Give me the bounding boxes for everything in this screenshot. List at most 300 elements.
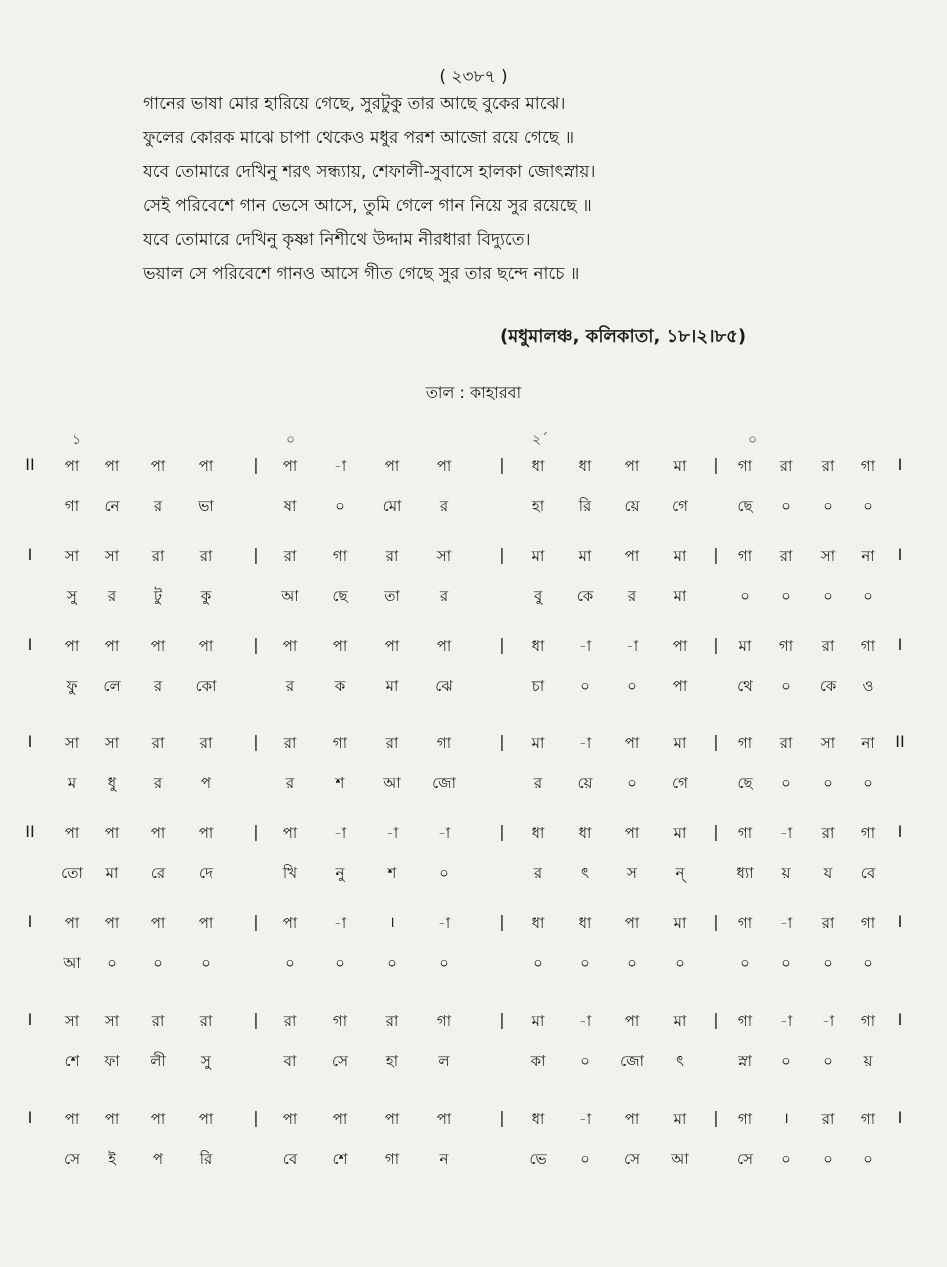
lyric-syllable: ০	[740, 587, 750, 605]
swara-note: সা	[436, 547, 452, 565]
swara-note: পা	[104, 914, 120, 932]
swara-note: পা	[624, 1110, 640, 1128]
swara-note: পা	[150, 914, 166, 932]
lyric-syllable: বু	[533, 587, 543, 605]
division-bar: |	[499, 912, 505, 931]
lyric-line: ফুলের কোরক মাঝে চাপা থেকেও মধুর পরশ আজো রয়ে গেছে ॥	[143, 128, 575, 148]
swara-note: পা	[624, 547, 640, 565]
lyric-line: ভয়াল সে পরিবেশে গানও আসে গীত গেছে সুর তার ছন্দে নাচে ॥	[143, 264, 580, 284]
stave-end-bar: I	[897, 1108, 903, 1127]
page-number: ( ২৩৮৭ )	[439, 67, 508, 87]
lyric-syllable: গা	[64, 497, 80, 515]
lyric-syllable: ০	[781, 677, 791, 695]
swara-note: পা	[384, 457, 400, 475]
lyric-syllable: থে	[737, 677, 753, 695]
swara-note: ধা	[531, 457, 545, 475]
swara-note: পা	[332, 637, 348, 655]
swara-note: পা	[64, 914, 80, 932]
swara-note: সা	[64, 1012, 80, 1030]
swara-note: সা	[104, 547, 120, 565]
swara-note: -া	[333, 824, 347, 842]
swara-note: রা	[151, 547, 165, 565]
swara-note: ধা	[531, 914, 545, 932]
lyric-syllable: ম	[67, 774, 77, 792]
lyric-syllable: সে	[64, 1150, 80, 1168]
lyric-syllable: ধু	[107, 774, 117, 792]
swara-note: গা	[737, 1012, 753, 1030]
lyric-syllable: ০	[781, 587, 791, 605]
lyric-syllable: ফা	[104, 1052, 120, 1070]
lyric-syllable: বা	[283, 1052, 297, 1070]
swara-note: পা	[198, 637, 214, 655]
lyric-syllable: ০	[740, 954, 750, 972]
lyric-syllable: ০	[675, 954, 685, 972]
swara-note: -া	[625, 637, 639, 655]
swara-note: গা	[436, 734, 452, 752]
swara-note: গা	[332, 1012, 348, 1030]
lyric-syllable: ০	[863, 497, 873, 515]
stave-end-bar: I	[897, 912, 903, 931]
swara-note: রা	[199, 734, 213, 752]
swara-note: সা	[64, 734, 80, 752]
swara-note: পা	[198, 914, 214, 932]
lyric-syllable: ন	[439, 1150, 449, 1168]
lyric-syllable: আ	[63, 954, 81, 972]
lyric-syllable: ০	[439, 864, 449, 882]
stave	[0, 545, 947, 625]
stave	[0, 635, 947, 715]
lyric-syllable: ন্	[675, 864, 685, 882]
swara-note: -া	[437, 824, 451, 842]
swara-note: পা	[624, 1012, 640, 1030]
swara-note: গা	[332, 547, 348, 565]
lyric-syllable: র	[627, 587, 637, 605]
swara-note: পা	[150, 824, 166, 842]
swara-note: গা	[860, 824, 876, 842]
swara-note: পা	[384, 637, 400, 655]
lyric-syllable: তো	[61, 864, 83, 882]
swara-note: মা	[673, 457, 687, 475]
lyric-syllable: গা	[384, 1150, 400, 1168]
stave-start-bar: I	[27, 545, 33, 564]
lyric-syllable: ০	[627, 677, 637, 695]
lyric-syllable: ধ্যা	[736, 864, 754, 882]
stave	[0, 822, 947, 902]
swara-note: পা	[282, 637, 298, 655]
lyric-syllable: র	[439, 587, 449, 605]
swara-note: পা	[198, 1110, 214, 1128]
swara-note: গা	[860, 637, 876, 655]
lyric-syllable: জো	[620, 1052, 644, 1070]
lyric-syllable: ০	[781, 954, 791, 972]
lyric-syllable: পা	[672, 677, 688, 695]
lyric-syllable: ঝে	[435, 677, 453, 695]
lyric-line: গানের ভাষা মোর হারিয়ে গেছে, সুরটুকু তার আছে বুকের মাঝে।	[143, 94, 566, 114]
division-bar: |	[713, 822, 719, 841]
lyric-syllable: ০	[823, 1150, 833, 1168]
swara-note: ।	[389, 913, 395, 931]
lyric-syllable: র	[153, 677, 163, 695]
lyric-syllable: ৎ	[580, 864, 590, 882]
division-bar: |	[253, 822, 259, 841]
swara-note: -া	[578, 637, 592, 655]
lyric-syllable: ০	[863, 954, 873, 972]
swara-note: পা	[198, 457, 214, 475]
lyric-syllable: য়	[781, 864, 791, 882]
lyric-syllable: প	[152, 1150, 164, 1168]
division-bar: |	[713, 912, 719, 931]
stave	[0, 912, 947, 992]
lyric-syllable: ০	[823, 1052, 833, 1070]
lyric-syllable: শ	[387, 864, 397, 882]
lyric-syllable: ০	[863, 587, 873, 605]
swara-note: সা	[64, 547, 80, 565]
lyric-syllable: ০	[580, 677, 590, 695]
swara-note: রা	[199, 547, 213, 565]
lyric-syllable: জো	[432, 774, 456, 792]
division-bar: |	[253, 732, 259, 751]
lyric-syllable: গে	[672, 497, 688, 515]
lyric-syllable: য়ে	[577, 774, 593, 792]
lyric-syllable: খি	[282, 864, 298, 882]
beat-mark: ১	[72, 432, 82, 448]
swara-note: পা	[198, 824, 214, 842]
division-bar: |	[713, 1108, 719, 1127]
swara-note: -া	[779, 1012, 793, 1030]
lyric-syllable: শে	[64, 1052, 80, 1070]
lyric-syllable: য	[823, 864, 833, 882]
swara-note: গা	[860, 1110, 876, 1128]
beat-mark: ০	[286, 432, 296, 448]
lyric-syllable: য়	[863, 1052, 873, 1070]
swara-note: পা	[64, 637, 80, 655]
lyric-syllable: ০	[823, 587, 833, 605]
lyric-syllable: কা	[530, 1052, 546, 1070]
lyric-syllable: র	[107, 587, 117, 605]
swara-note: মা	[531, 1012, 545, 1030]
stave-end-bar: I	[897, 822, 903, 841]
swara-note: -া	[779, 824, 793, 842]
lyric-syllable: ফু	[66, 677, 78, 695]
swara-note: পা	[436, 637, 452, 655]
lyric-syllable: র	[285, 774, 295, 792]
swara-note: রা	[821, 637, 835, 655]
swara-note: মা	[738, 637, 752, 655]
lyric-syllable: ষা	[283, 497, 297, 515]
stave-start-bar: II	[25, 455, 35, 474]
lyric-syllable: কে	[576, 587, 594, 605]
swara-note: মা	[531, 734, 545, 752]
swara-note: পা	[104, 1110, 120, 1128]
lyric-syllable: র	[533, 864, 543, 882]
swara-note: পা	[150, 637, 166, 655]
swara-note: না	[861, 734, 875, 752]
swara-note: -া	[385, 824, 399, 842]
stave-end-bar: I	[897, 545, 903, 564]
lyric-syllable: আ	[281, 587, 299, 605]
swara-note: পা	[624, 824, 640, 842]
lyric-syllable: ০	[387, 954, 397, 972]
lyric-syllable: ছে	[332, 587, 348, 605]
lyric-syllable: ০	[627, 954, 637, 972]
swara-note: গা	[737, 457, 753, 475]
lyric-syllable: ৎ	[675, 1052, 685, 1070]
lyric-syllable: শে	[332, 1150, 348, 1168]
lyric-syllable: নু	[335, 864, 345, 882]
swara-note: ধা	[531, 1110, 545, 1128]
lyric-syllable: বে	[860, 864, 876, 882]
swara-note: রা	[779, 457, 793, 475]
division-bar: |	[253, 1010, 259, 1029]
swara-note: ধা	[531, 824, 545, 842]
lyric-syllable: স্না	[738, 1052, 752, 1070]
swara-note: ধা	[578, 457, 592, 475]
stave-end-bar: I	[897, 635, 903, 654]
source-citation: (মধুমালঞ্চ, কলিকাতা, ১৮।২।৮৫)	[500, 326, 747, 347]
lyric-syllable: ০	[863, 774, 873, 792]
division-bar: |	[499, 455, 505, 474]
lyric-syllable: র	[285, 677, 295, 695]
lyric-syllable: সে	[332, 1052, 348, 1070]
lyric-syllable: ০	[781, 497, 791, 515]
swara-note: রা	[151, 1012, 165, 1030]
swara-note: পা	[672, 637, 688, 655]
division-bar: |	[713, 545, 719, 564]
lyric-syllable: ০	[823, 954, 833, 972]
lyric-syllable: র	[153, 774, 163, 792]
swara-note: রা	[821, 457, 835, 475]
lyric-syllable: লী	[150, 1052, 166, 1070]
stave-end-bar: I	[897, 1010, 903, 1029]
swara-note: পা	[436, 457, 452, 475]
swara-note: পা	[624, 457, 640, 475]
swara-note: রা	[385, 1012, 399, 1030]
division-bar: |	[499, 1010, 505, 1029]
lyric-syllable: সে	[737, 1150, 753, 1168]
lyrics-block	[143, 92, 923, 296]
lyric-syllable: রি	[199, 1150, 213, 1168]
lyric-syllable: ০	[580, 1052, 590, 1070]
lyric-syllable: ল	[438, 1052, 450, 1070]
swara-note: রা	[151, 734, 165, 752]
lyric-syllable: ই	[108, 1150, 116, 1168]
swara-note: সা	[104, 1012, 120, 1030]
lyric-syllable: সু	[67, 587, 77, 605]
lyric-syllable: ক	[334, 677, 346, 695]
lyric-syllable: র	[439, 497, 449, 515]
lyric-syllable: গে	[672, 774, 688, 792]
lyric-syllable: ভা	[198, 497, 214, 515]
lyric-syllable: ০	[580, 1150, 590, 1168]
swara-note: গা	[778, 637, 794, 655]
swara-note: গা	[737, 824, 753, 842]
stave	[0, 1108, 947, 1188]
lyric-syllable: য়ে	[624, 497, 640, 515]
stave-end-bar: II	[895, 732, 905, 751]
swara-note: রা	[385, 734, 399, 752]
division-bar: |	[713, 635, 719, 654]
swara-note: মা	[673, 547, 687, 565]
lyric-syllable: ০	[335, 954, 345, 972]
swara-note: -া	[333, 457, 347, 475]
lyric-syllable: আ	[671, 1150, 689, 1168]
division-bar: |	[713, 455, 719, 474]
swara-note: পা	[624, 914, 640, 932]
lyric-syllable: ০	[335, 497, 345, 515]
division-bar: |	[253, 912, 259, 931]
swara-note: পা	[64, 824, 80, 842]
lyric-syllable: ০	[580, 954, 590, 972]
swara-note: পা	[624, 734, 640, 752]
division-bar: |	[499, 822, 505, 841]
swara-note: -া	[578, 1012, 592, 1030]
lyric-syllable: ০	[823, 497, 833, 515]
division-bar: |	[499, 635, 505, 654]
lyric-syllable: কো	[195, 677, 217, 695]
lyric-syllable: ০	[107, 954, 117, 972]
lyric-syllable: হা	[531, 497, 545, 515]
lyric-syllable: র	[153, 497, 163, 515]
swara-note: রা	[779, 547, 793, 565]
lyric-syllable: সু	[201, 1052, 211, 1070]
lyric-syllable: রে	[150, 864, 166, 882]
swara-note: গা	[737, 1110, 753, 1128]
lyric-syllable: মা	[385, 677, 399, 695]
swara-note: রা	[821, 914, 835, 932]
swara-note: -া	[333, 914, 347, 932]
lyric-syllable: বে	[282, 1150, 298, 1168]
lyric-syllable: কু	[200, 587, 212, 605]
swara-note: রা	[283, 734, 297, 752]
lyric-syllable: ছে	[737, 774, 753, 792]
lyric-syllable: দে	[199, 864, 213, 882]
swara-note: মা	[673, 824, 687, 842]
stave	[0, 455, 947, 535]
swara-note: ধা	[578, 914, 592, 932]
lyric-line: যবে তোমারে দেখিনু কৃষ্ণা নিশীথে উদ্দাম নীরধারা বিদ্যুতে।	[143, 230, 531, 250]
division-bar: |	[499, 545, 505, 564]
swara-note: রা	[283, 1012, 297, 1030]
swara-note: ।	[783, 1109, 789, 1127]
swara-note: না	[861, 547, 875, 565]
lyric-syllable: মো	[382, 497, 402, 515]
lyric-syllable: ০	[285, 954, 295, 972]
lyric-syllable: কে	[819, 677, 837, 695]
division-bar: |	[253, 545, 259, 564]
stave-start-bar: I	[27, 732, 33, 751]
swara-note: মা	[673, 734, 687, 752]
swara-note: পা	[104, 457, 120, 475]
swara-note: গা	[860, 457, 876, 475]
lyric-syllable: ০	[627, 774, 637, 792]
swara-note: পা	[64, 1110, 80, 1128]
swara-note: -া	[578, 1110, 592, 1128]
swara-note: পা	[282, 914, 298, 932]
swara-note: -া	[578, 734, 592, 752]
swara-note: -া	[821, 1012, 835, 1030]
stave-start-bar: I	[27, 1010, 33, 1029]
swara-note: গা	[737, 914, 753, 932]
stave-start-bar: II	[25, 822, 35, 841]
lyric-syllable: ০	[781, 1150, 791, 1168]
swara-note: পা	[150, 457, 166, 475]
division-bar: |	[253, 455, 259, 474]
lyric-syllable: ০	[781, 774, 791, 792]
swara-note: রা	[821, 824, 835, 842]
beat-mark: ২´	[532, 432, 549, 448]
division-bar: |	[499, 732, 505, 751]
swara-note: মা	[578, 547, 592, 565]
swara-note: পা	[436, 1110, 452, 1128]
stave-end-bar: I	[897, 455, 903, 474]
stave	[0, 1010, 947, 1090]
swara-note: পা	[384, 1110, 400, 1128]
lyric-syllable: হা	[385, 1052, 399, 1070]
lyric-syllable: ছে	[737, 497, 753, 515]
tala-heading: তাল : কাহারবা	[425, 383, 522, 402]
lyric-syllable: সে	[624, 1150, 640, 1168]
stave-start-bar: I	[27, 1108, 33, 1127]
swara-note: সা	[820, 547, 836, 565]
swara-note: ধা	[578, 824, 592, 842]
swara-note: গা	[332, 734, 348, 752]
swara-note: রা	[821, 1110, 835, 1128]
lyric-syllable: ০	[533, 954, 543, 972]
stave-start-bar: I	[27, 635, 33, 654]
swara-note: গা	[737, 734, 753, 752]
lyric-syllable: ০	[823, 774, 833, 792]
swara-note: পা	[282, 1110, 298, 1128]
lyric-syllable: তা	[384, 587, 400, 605]
lyric-line: যবে তোমারে দেখিনু শরৎ সন্ধ্যায়, শেফালী-সুবাসে হালকা জোৎস্নায়।	[143, 162, 596, 182]
swara-note: মা	[673, 1012, 687, 1030]
swara-note: সা	[820, 734, 836, 752]
swara-note: ধা	[531, 637, 545, 655]
swara-note: রা	[779, 734, 793, 752]
stave-start-bar: I	[27, 912, 33, 931]
swara-note: রা	[199, 1012, 213, 1030]
swara-note: গা	[860, 914, 876, 932]
swara-note: সা	[104, 734, 120, 752]
swara-note: -া	[437, 914, 451, 932]
lyric-syllable: রি	[578, 497, 592, 515]
lyric-syllable: লে	[103, 677, 121, 695]
lyric-syllable: মা	[673, 587, 687, 605]
swara-note: পা	[104, 824, 120, 842]
lyric-syllable: ০	[153, 954, 163, 972]
swara-note: -া	[779, 914, 793, 932]
swara-note: পা	[64, 457, 80, 475]
lyric-syllable: ও	[862, 677, 874, 695]
lyric-syllable: প	[200, 774, 212, 792]
lyric-syllable: মা	[105, 864, 119, 882]
lyric-syllable: ০	[439, 954, 449, 972]
division-bar: |	[713, 732, 719, 751]
division-bar: |	[253, 635, 259, 654]
lyric-syllable: র	[533, 774, 543, 792]
swara-note: রা	[283, 547, 297, 565]
lyric-syllable: ভে	[529, 1150, 547, 1168]
lyric-line: সেই পরিবেশে গান ভেসে আসে, তুমি গেলে গান নিয়ে সুর রয়েছে ॥	[143, 196, 592, 216]
swara-note: মা	[673, 914, 687, 932]
swara-note: গা	[737, 547, 753, 565]
lyric-syllable: ০	[781, 1052, 791, 1070]
division-bar: |	[253, 1108, 259, 1127]
swara-note: মা	[531, 547, 545, 565]
lyric-syllable: শ	[335, 774, 345, 792]
swara-note: মা	[673, 1110, 687, 1128]
swara-note: পা	[150, 1110, 166, 1128]
